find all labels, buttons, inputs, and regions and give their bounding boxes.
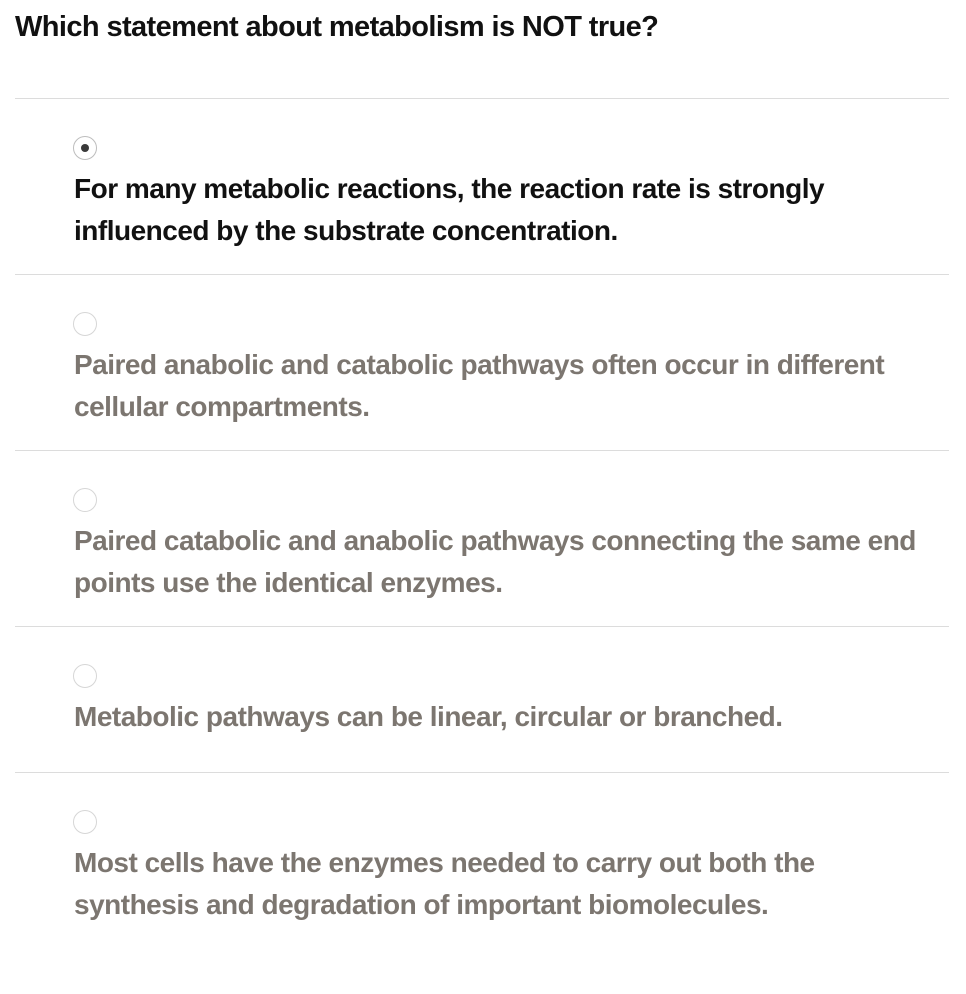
divider	[15, 626, 949, 627]
question-title: Which statement about metabolism is NOT true?	[15, 11, 659, 43]
divider	[15, 274, 949, 275]
radio-button-selected[interactable]	[73, 136, 97, 160]
divider	[15, 98, 949, 99]
option-label[interactable]: Paired catabolic and anabolic pathways connecting the same end points use the identical enzymes.	[74, 525, 916, 598]
radio-button[interactable]	[73, 664, 97, 688]
radio-button[interactable]	[73, 810, 97, 834]
radio-dot-icon	[81, 144, 89, 152]
option-label[interactable]: Metabolic pathways can be linear, circular or branched.	[74, 701, 783, 732]
divider	[15, 450, 949, 451]
divider	[15, 772, 949, 773]
option-label[interactable]: Paired anabolic and catabolic pathways often occur in different cellular compartments.	[74, 349, 885, 422]
option-label[interactable]: For many metabolic reactions, the reaction rate is strongly influenced by the substrate concentration.	[74, 173, 825, 246]
radio-button[interactable]	[73, 488, 97, 512]
option-label[interactable]: Most cells have the enzymes needed to carry out both the synthesis and degradation of important biomolecules.	[74, 847, 815, 920]
radio-button[interactable]	[73, 312, 97, 336]
